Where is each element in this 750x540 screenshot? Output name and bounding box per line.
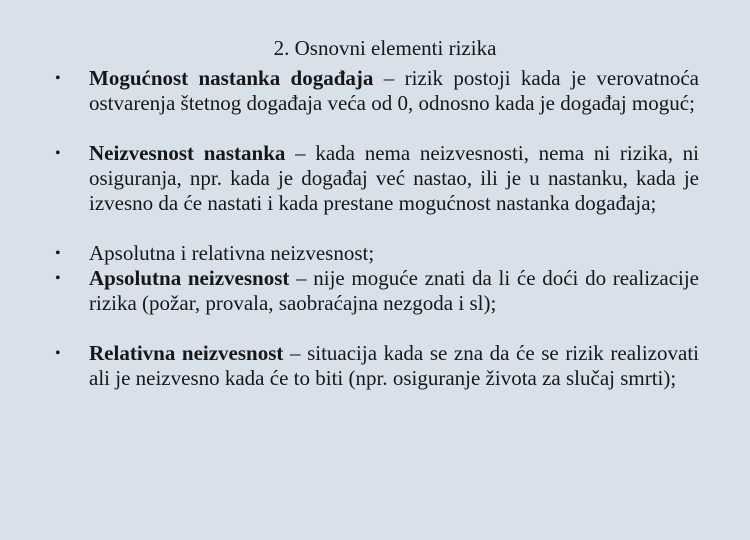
bullet-icon: •	[55, 270, 61, 287]
bullet-list	[55, 66, 699, 416]
bullet-term: Apsolutna neizvesnost	[89, 266, 290, 290]
bullet-text: Apsolutna i relativna neizvesnost;	[89, 241, 375, 265]
bullet-term: Neizvesnost nastanka	[89, 141, 286, 165]
bullet-item-absolute-relative	[55, 241, 699, 266]
bullet-text: – kada nema neizvesnosti, nema ni rizika, ni osiguranja, npr. kada je događaj već nastao, ili je u nastanku, kada je izvesno da će nastati i kada prestane mogućnost nastanka događaja;	[89, 141, 699, 215]
bullet-text: – nije moguće znati da li će doći do realizacije rizika (požar, provala, saobraćajna nezgoda i sl);	[89, 266, 699, 315]
bullet-text: – situacija kada se zna da će se rizik realizovati ali je neizvesno kada će to biti (npr. osiguranje života za slučaj smrti);	[89, 341, 699, 390]
bullet-item-possibility	[55, 66, 699, 141]
bullet-term: Mogućnost nastanka događaja	[89, 66, 374, 90]
bullet-icon: •	[55, 70, 61, 87]
slide-title: 2. Osnovni elementi rizika	[273, 36, 497, 60]
bullet-icon: •	[55, 145, 61, 162]
bullet-item-uncertainty	[55, 141, 699, 241]
bullet-item-relative-uncertainty	[55, 341, 699, 416]
bullet-term: Relativna neizvesnost	[89, 341, 284, 365]
bullet-icon: •	[55, 345, 61, 362]
bullet-item-absolute-uncertainty	[55, 266, 699, 341]
bullet-icon: •	[55, 245, 61, 262]
bullet-text: – rizik postoji kada je verovatnoća ostvarenja štetnog događaja veća od 0, odnosno kada je događaj moguć;	[89, 66, 699, 115]
